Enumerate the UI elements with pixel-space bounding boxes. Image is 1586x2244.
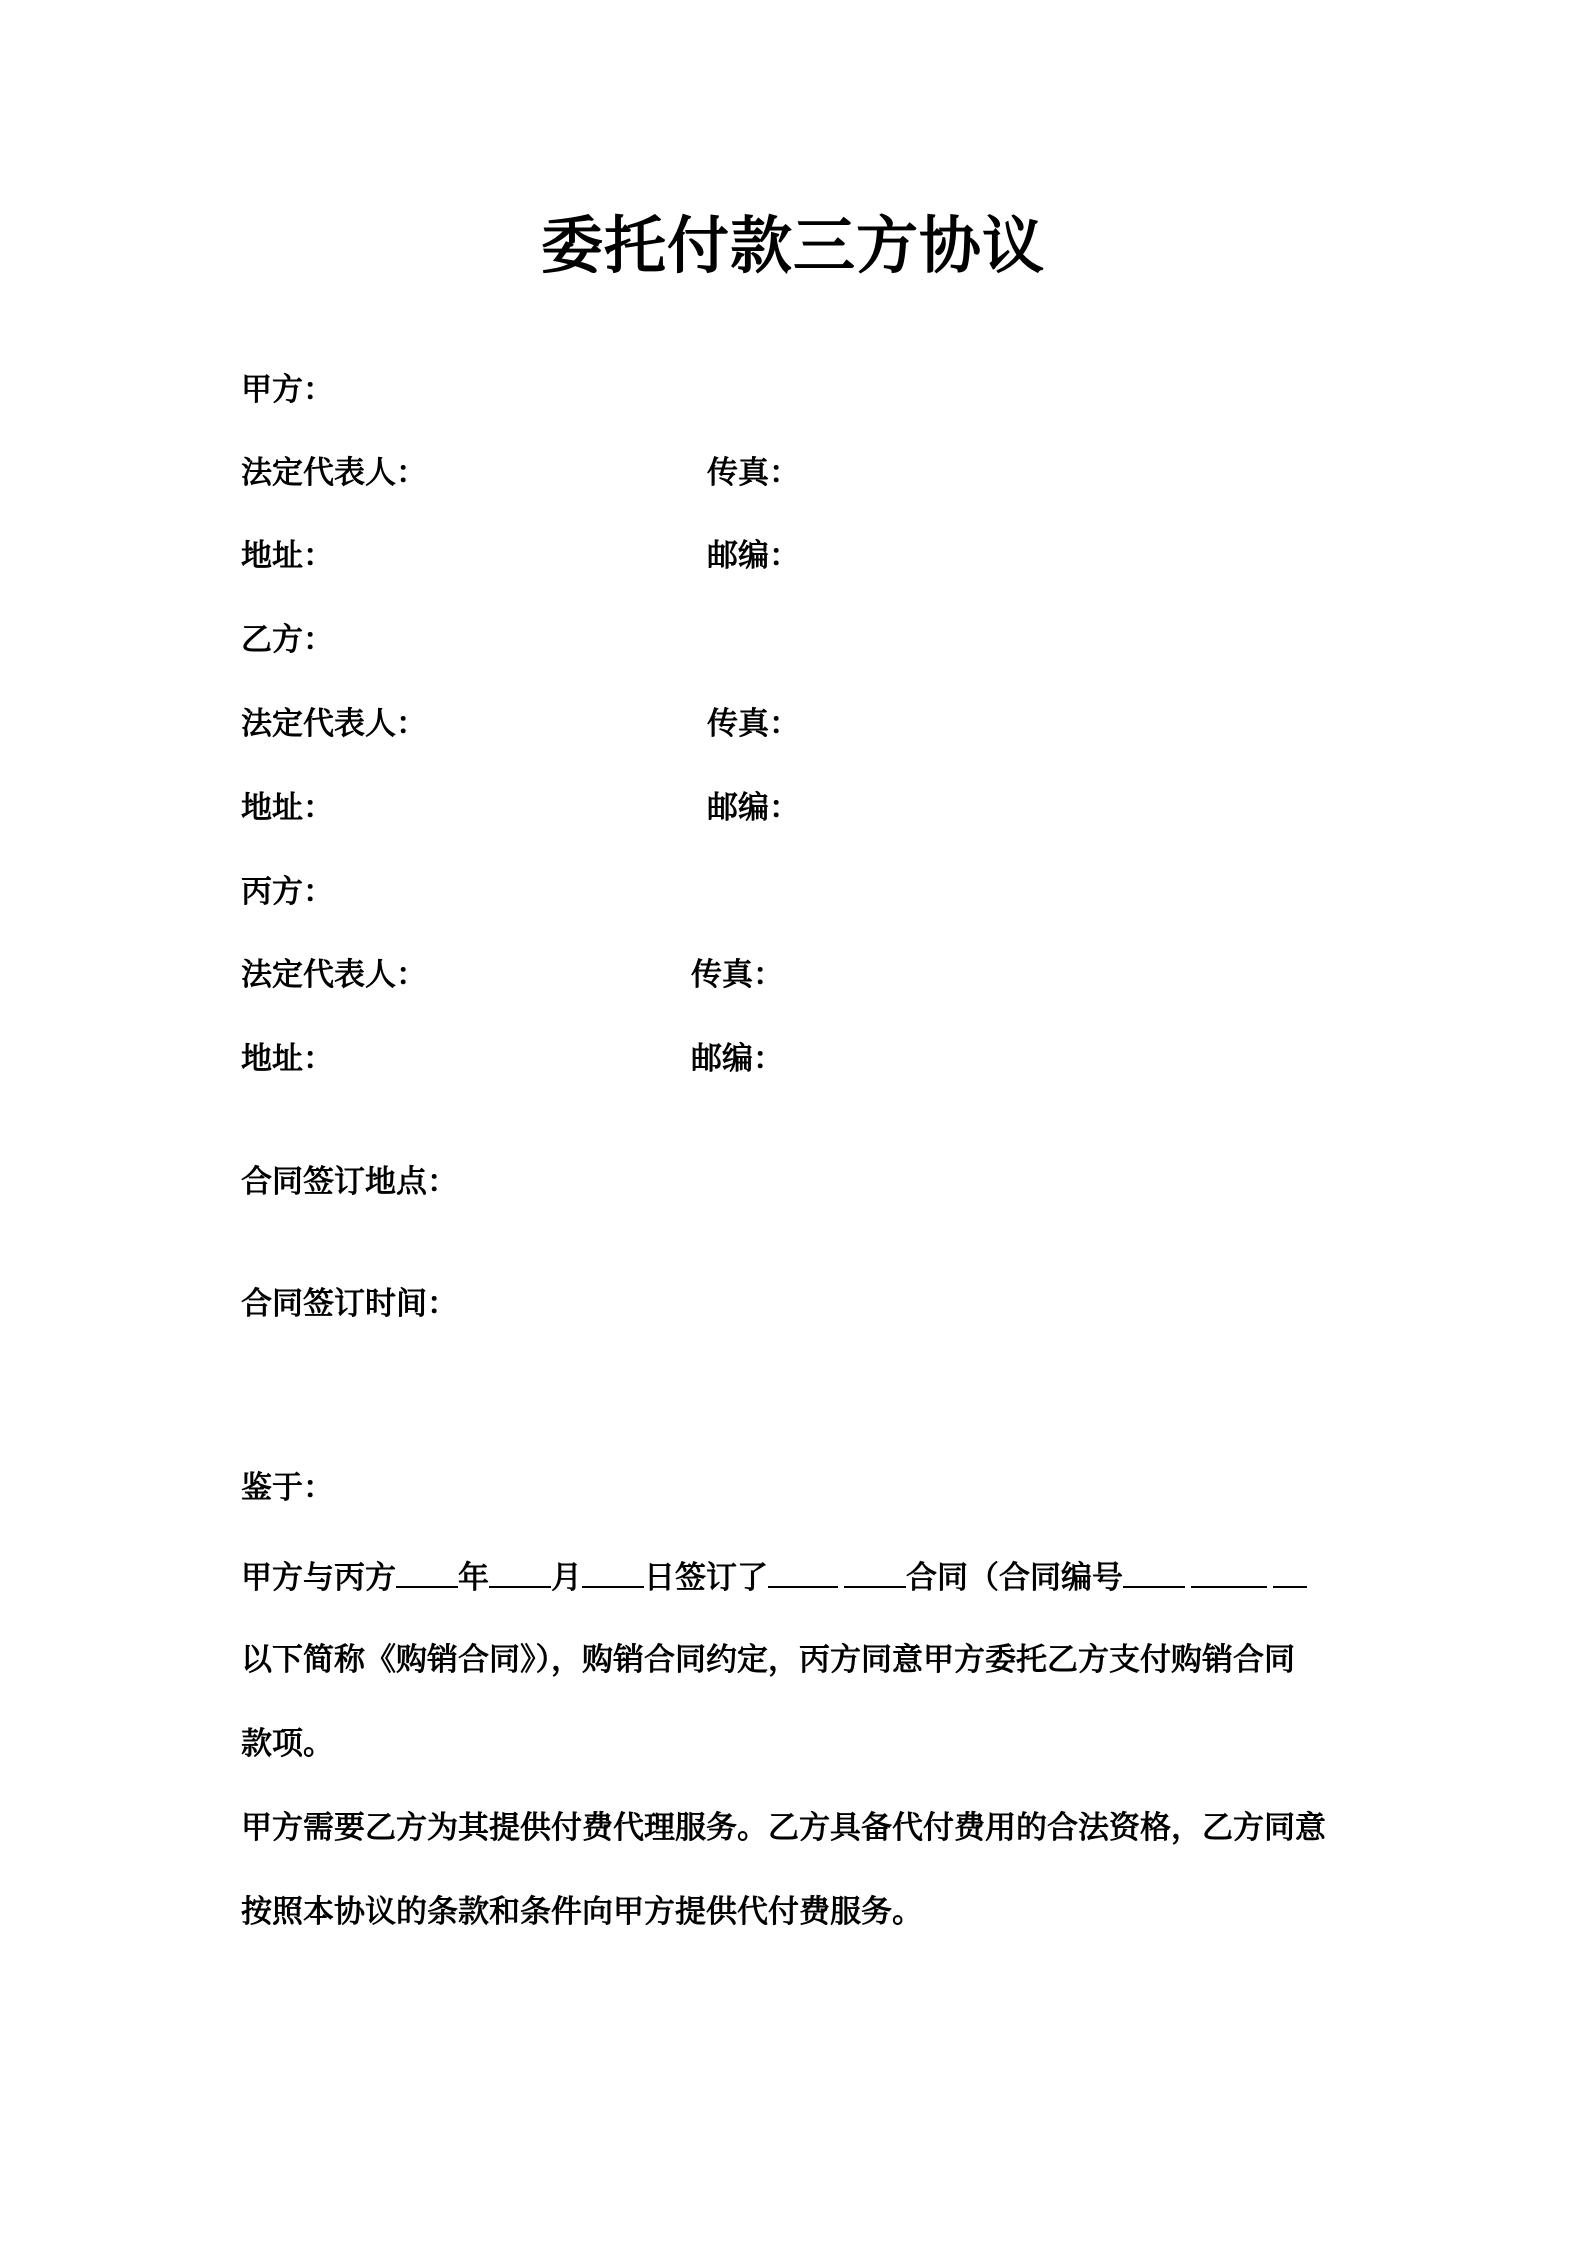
- party-b-rep-label: 法定代表人：: [241, 706, 427, 742]
- party-c-postcode-label: 邮编：: [691, 1041, 784, 1077]
- party-a-fax-label: 传真：: [707, 455, 800, 491]
- party-c-rep-label: 法定代表人：: [241, 957, 427, 993]
- party-b-postcode-label: 邮编：: [707, 790, 800, 826]
- party-a-heading: 甲方：: [241, 372, 334, 408]
- party-a-address-label: 地址：: [241, 538, 334, 574]
- clause-2-line-1: 甲方需要乙方为其提供付费代理服务。乙方具备代付费用的合法资格，乙方同意: [241, 1810, 1326, 1846]
- whereas-label: 鉴于：: [241, 1470, 334, 1506]
- clause-1-line-1: [241, 1558, 1361, 1598]
- contract-number-blank-2: [1191, 1558, 1267, 1588]
- clause-1-text-5: 合同（合同编号: [906, 1560, 1123, 1596]
- sign-place-label: 合同签订地点：: [241, 1164, 458, 1200]
- party-c-address-label: 地址：: [241, 1041, 334, 1077]
- clause-2-line-2: 按照本协议的条款和条件向甲方提供代付费服务。: [241, 1894, 923, 1930]
- clause-1-line-3: 款项。: [241, 1726, 334, 1762]
- clause-1-text-1: 甲方与丙方: [241, 1560, 396, 1596]
- contract-name-blank-2: [844, 1558, 906, 1588]
- party-b-address-label: 地址：: [241, 790, 334, 826]
- clause-1-text-2: 年: [458, 1560, 489, 1596]
- party-a-postcode-label: 邮编：: [707, 538, 800, 574]
- sign-time-label: 合同签订时间：: [241, 1286, 458, 1322]
- clause-1-line-2: 以下简称《购销合同》），购销合同约定，丙方同意甲方委托乙方支付购销合同: [241, 1642, 1295, 1678]
- party-c-fax-label: 传真：: [691, 957, 784, 993]
- month-blank: [489, 1558, 551, 1588]
- party-a-rep-label: 法定代表人：: [241, 455, 427, 491]
- party-b-fax-label: 传真：: [707, 706, 800, 742]
- clause-1-text-4: 日签订了: [644, 1560, 768, 1596]
- party-b-heading: 乙方：: [241, 622, 334, 658]
- party-c-heading: 丙方：: [241, 874, 334, 910]
- contract-name-blank-1: [768, 1558, 838, 1588]
- day-blank: [582, 1558, 644, 1588]
- year-blank: [396, 1558, 458, 1588]
- clause-1-text-3: 月: [551, 1560, 582, 1596]
- contract-number-blank-3: [1273, 1558, 1307, 1588]
- document-title: 委托付款三方协议: [540, 209, 1045, 282]
- contract-number-blank-1: [1123, 1558, 1185, 1588]
